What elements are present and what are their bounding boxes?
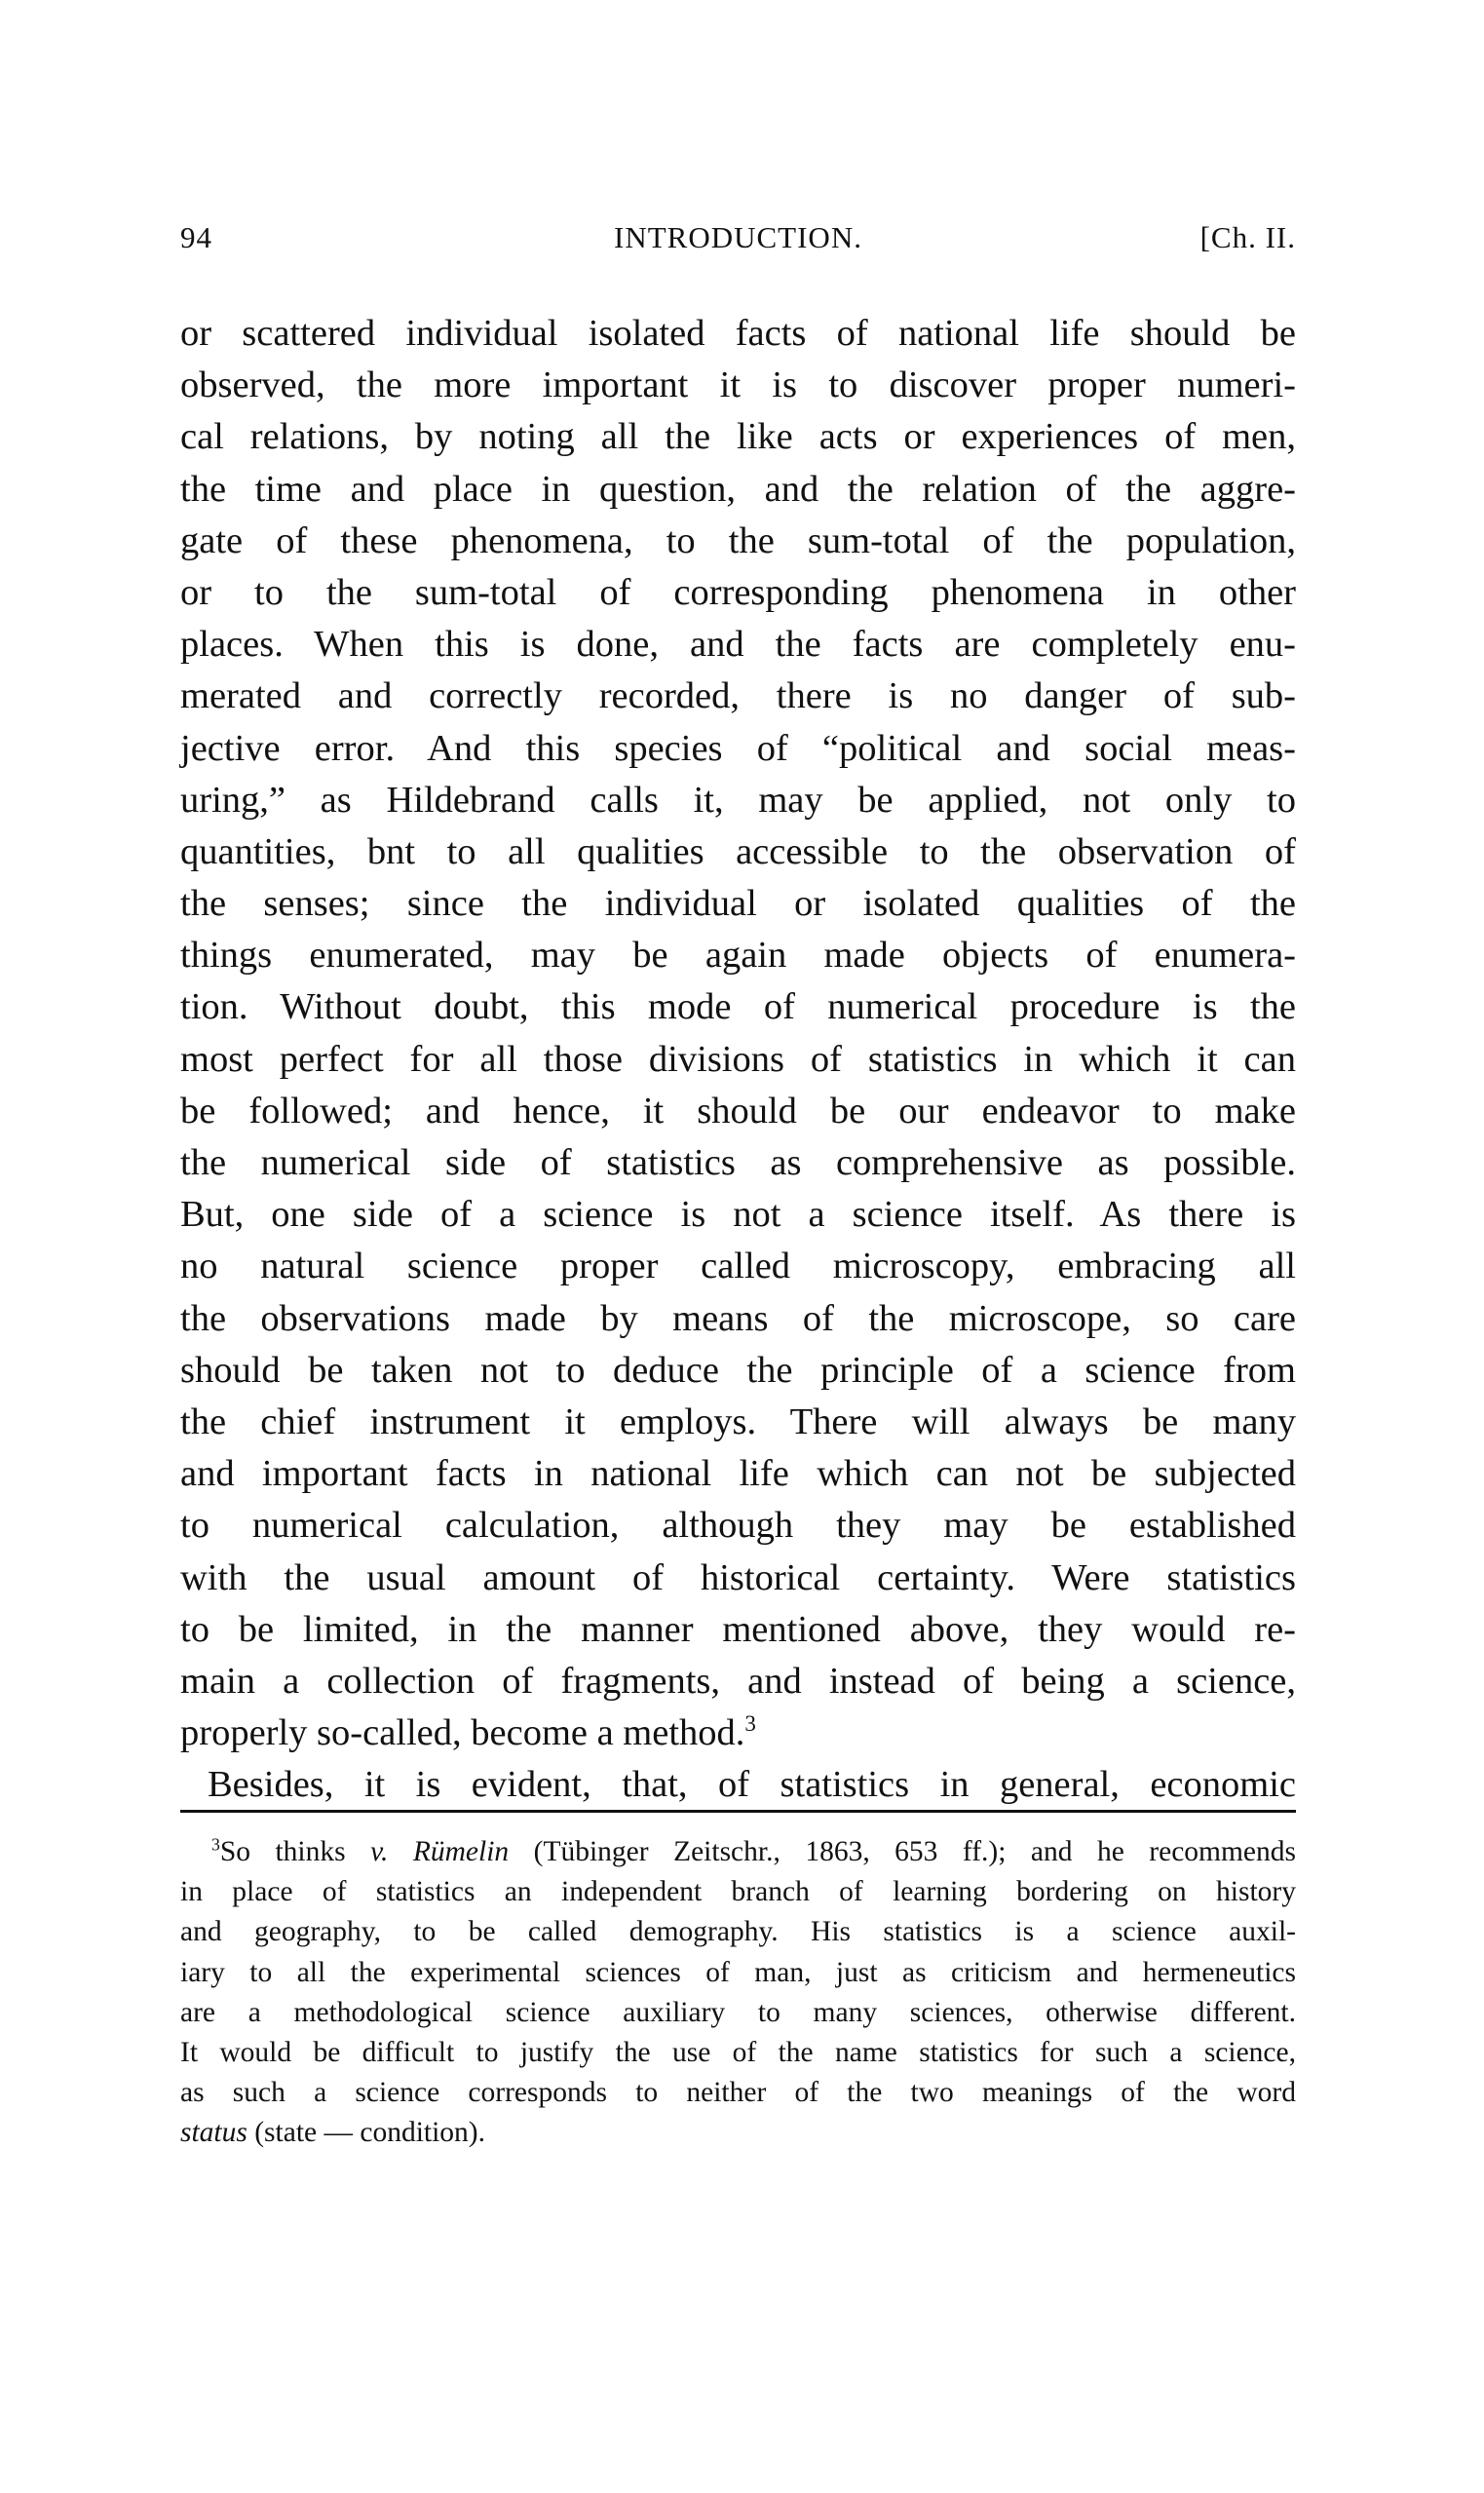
body-line: to numerical calculation, although they may be established bbox=[180, 1505, 1296, 1547]
body-line: Besides, it is evident, that, of statistics in general, economic bbox=[208, 1764, 1296, 1806]
body-line: But, one side of a science is not a science itself. As there is bbox=[180, 1194, 1296, 1236]
body-line: the observations made by means of the microscope, so care bbox=[180, 1297, 1296, 1339]
body-line-text: properly so-called, become a method. bbox=[180, 1712, 745, 1754]
footnote-line bbox=[180, 1832, 1296, 1872]
body-line: things enumerated, may be again made objects of enumera- bbox=[180, 935, 1296, 977]
footnote-line bbox=[180, 2113, 1296, 2153]
running-header bbox=[180, 220, 1296, 259]
body-line: the chief instrument it employs. There will always be many bbox=[180, 1400, 1296, 1442]
chapter-label: [Ch. II. bbox=[1199, 220, 1296, 254]
body-line: jective error. And this species of “political and social meas- bbox=[180, 727, 1296, 769]
body-line: uring,” as Hildebrand calls it, may be applied, not only to bbox=[180, 779, 1296, 821]
body-line: the senses; since the individual or isolated qualities of the bbox=[180, 883, 1296, 925]
body-line: quantities, bnt to all qualities accessible to the observation of bbox=[180, 830, 1296, 872]
body-line: or to the sum-total of corresponding phenomena in other bbox=[180, 571, 1296, 613]
body-line: observed, the more important it is to discover proper numeri- bbox=[180, 364, 1296, 406]
body-line: tion. Without doubt, this mode of numerical procedure is the bbox=[180, 986, 1296, 1028]
body-line: or scattered individual isolated facts of national life should be bbox=[180, 313, 1296, 354]
body-line: main a collection of fragments, and instead of being a science, bbox=[180, 1660, 1296, 1702]
footnote-line: It would be difficult to justify the use of the name statistics for such a science, bbox=[180, 2036, 1296, 2068]
footnote-line: are a methodological science auxiliary to many sciences, otherwise different. bbox=[180, 1996, 1296, 2028]
footnote-marker: 3 bbox=[211, 1834, 220, 1855]
footnote-text: So thinks bbox=[219, 1836, 371, 1867]
body-text bbox=[180, 308, 1296, 1811]
footnote-line: and geography, to be called demography. His statistics is a science auxil- bbox=[180, 1916, 1296, 1948]
footnote-line: iary to all the experimental sciences of man, just as criticism and hermeneutics bbox=[180, 1956, 1296, 1988]
body-line: places. When this is done, and the facts are completely enu- bbox=[180, 624, 1296, 666]
footnote-text: (state — condition). bbox=[247, 2117, 485, 2149]
body-line: and important facts in national life which can not be subjected bbox=[180, 1453, 1296, 1495]
footnote-line: in place of statistics an independent branch of learning bordering on history bbox=[180, 1876, 1296, 1908]
footnote-reference[interactable]: 3 bbox=[744, 1710, 756, 1737]
footnotes bbox=[180, 1832, 1296, 2154]
body-line: be followed; and hence, it should be our endeavor to make bbox=[180, 1090, 1296, 1131]
footnote-line: as such a science corresponds to neither of the two meanings of the word bbox=[180, 2077, 1296, 2109]
page-number: 94 bbox=[180, 220, 212, 254]
body-line: the numerical side of statistics as comprehensive as possible. bbox=[180, 1142, 1296, 1183]
body-line: the time and place in question, and the relation of the aggre- bbox=[180, 468, 1296, 510]
body-line: to be limited, in the manner mentioned above, they would re- bbox=[180, 1608, 1296, 1650]
italic-term: status bbox=[180, 2117, 247, 2149]
body-line: should be taken not to deduce the principle of a science from bbox=[180, 1349, 1296, 1391]
body-line: most perfect for all those divisions of statistics in which it can bbox=[180, 1038, 1296, 1080]
author-name: v. Rümelin bbox=[370, 1836, 510, 1867]
footnote-divider bbox=[180, 1810, 1296, 1813]
footnote-text: (Tübinger Zeitschr., 1863, 653 ff.); and he recommends bbox=[509, 1836, 1297, 1867]
body-line: with the usual amount of historical certainty. Were statistics bbox=[180, 1556, 1296, 1598]
body-line: no natural science proper called microscopy, embracing all bbox=[180, 1246, 1296, 1287]
body-line: merated and correctly recorded, there is no danger of sub- bbox=[180, 675, 1296, 717]
body-line: cal relations, by noting all the like acts or experiences of men, bbox=[180, 416, 1296, 458]
running-title: INTRODUCTION. bbox=[614, 220, 862, 254]
body-line: gate of these phenomena, to the sum-total of the population, bbox=[180, 519, 1296, 561]
body-line bbox=[180, 1707, 1296, 1759]
